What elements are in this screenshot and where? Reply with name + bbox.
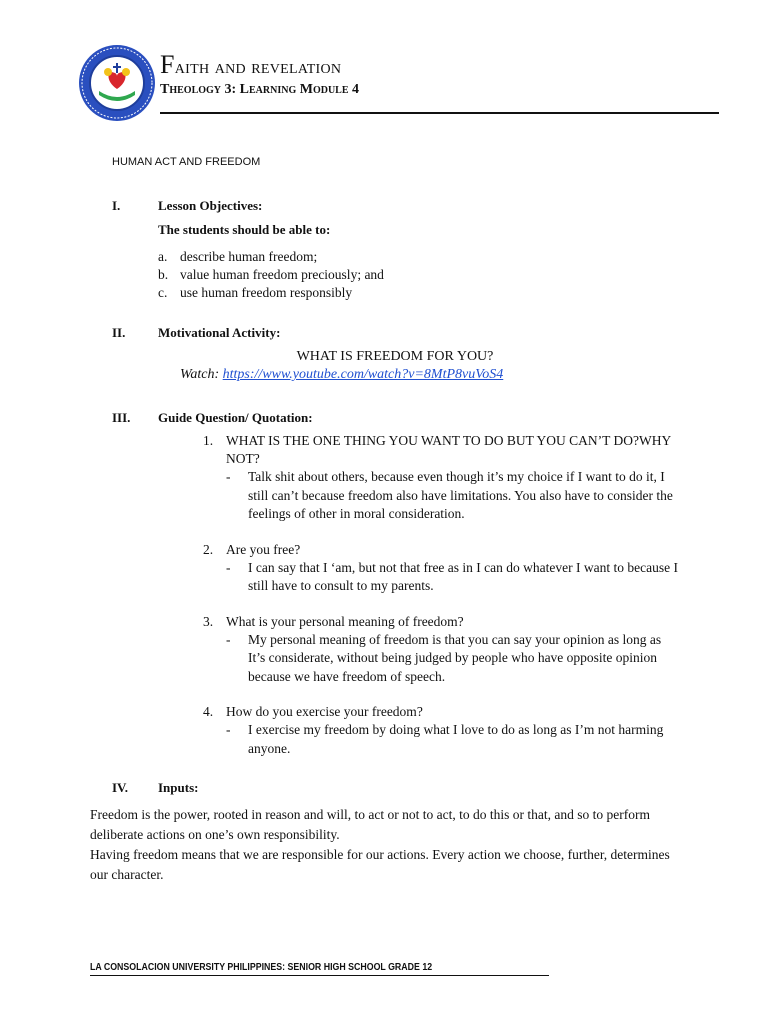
video-link[interactable]: https://www.youtube.com/watch?v=8MtP8vuVoS4 (222, 367, 504, 382)
page-footer: LA CONSOLACION UNIVERSITY PHILIPPINES: SENIOR HIGH SCHOOL GRADE 12 (90, 962, 433, 973)
answer-text: - Talk shit about others, because even though it’s my choice if I want to do it, I still can’t because freedom also have limitations. You also have to consider the feelings of other in moral consideration. (226, 469, 673, 521)
motivation-title: WHAT IS FREEDOM FOR YOU? (296, 349, 494, 364)
document-subtitle: Theology 3: Learning Module 4 (160, 82, 360, 97)
inputs-paragraph: Having freedom means that we are responsible for our actions. Every action we choose, further, determines our character. (90, 847, 670, 882)
section-title: HUMAN ACT AND FREEDOM (112, 156, 261, 168)
section-numeral-motivation: II. (112, 325, 126, 340)
inputs-paragraph: Freedom is the power, rooted in reason and will, to act or not to act, to do this or that, and so to perform deliberate actions on one’s own responsibility. (90, 807, 650, 842)
objectives-list (158, 248, 384, 302)
question-text: How do you exercise your freedom? (226, 704, 423, 719)
document-title: Faith and revelation (160, 50, 342, 79)
list-item: 1. WHAT IS THE ONE THING YOU WANT TO DO BUT YOU CAN’T DO?WHY NOT? - Talk shit about others, because even though it’s my choice if I want to do it, I still can’t because freedom also have limitations. You also have to consider the feelings of other in moral consideration. (200, 432, 680, 524)
answer-text: - I can say that I ‘am, but not that free as in I can do whatever I want to because I still have to consult to my parents. (226, 559, 678, 593)
list-item: a. describe human freedom; (158, 249, 318, 264)
university-seal-logo (77, 43, 157, 123)
question-text: WHAT IS THE ONE THING YOU WANT TO DO BUT YOU CAN’T DO?WHY NOT? (226, 433, 671, 466)
header-divider (160, 112, 719, 114)
question-text: Are you free? (226, 541, 301, 557)
list-item: 2. Are you free? - I can say that I ‘am, but not that free as in I can do whatever I want to because I still have to consult to my parents. (200, 541, 680, 596)
section-numeral-guide: III. (112, 410, 131, 425)
list-item: b. value human freedom preciously; and (158, 267, 384, 282)
section-numeral-inputs: IV. (112, 780, 129, 795)
section-numeral-objectives: I. (112, 198, 121, 213)
heading-guide-question: Guide Question/ Quotation: (158, 410, 313, 425)
answer-text: - My personal meaning of freedom is that you can say your opinion as long as It’s considerate, without being judged by people who have opposite opinion because we have freedom of speech. (226, 631, 662, 684)
objectives-intro: The students should be able to: (158, 222, 331, 237)
heading-inputs: Inputs: (158, 780, 199, 795)
watch-line: Watch: https://www.youtube.com/watch?v=8MtP8vuVoS4 (180, 367, 504, 382)
inputs-body (90, 805, 680, 885)
list-item: 3. What is your personal meaning of freedom? - My personal meaning of freedom is that you can say your opinion as long as It’s considerate, without being judged by people who have opposite opinion because we have freedom of speech. (200, 613, 680, 687)
heading-motivational-activity: Motivational Activity: (158, 325, 281, 340)
list-item: c. use human freedom responsibly (158, 285, 353, 300)
list-item: 4. How do you exercise your freedom? - I exercise my freedom by doing what I love to do as long as I’m not harming anyone. (200, 703, 680, 758)
guide-questions-list (200, 432, 680, 758)
answer-text: - I exercise my freedom by doing what I love to do as long as I’m not harming anyone. (226, 722, 664, 756)
heading-lesson-objectives: Lesson Objectives: (158, 198, 263, 213)
footer-divider (90, 975, 549, 976)
question-text: What is your personal meaning of freedom? (226, 613, 464, 629)
